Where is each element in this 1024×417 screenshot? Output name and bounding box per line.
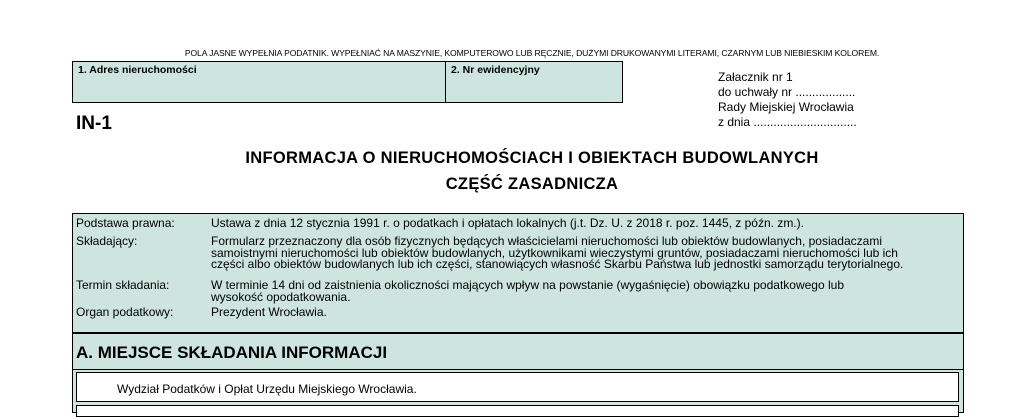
deadline-label: Termin składania: xyxy=(76,278,170,292)
form-subtitle: CZĘŚĆ ZASADNICZA xyxy=(445,175,619,193)
attachment-line-3: Rady Miejskiej Wrocławia xyxy=(718,100,854,114)
attachment-line-1: Załacznik nr 1 xyxy=(718,70,793,84)
attachment-line-2: do uchwały nr .................. xyxy=(718,85,856,99)
filer-text-1: Formularz przeznaczony dla osób fizycznych będących właścicielami nieruchomości lub obiektów budowlanych, posiadaczami xyxy=(211,234,882,248)
attachment-line-4: z dnia ............................... xyxy=(718,115,857,129)
fill-instruction: POLA JASNE WYPEŁNIA PODATNIK. WYPEŁNIAĆ NA MASZYNIE, KOMPUTEROWO LUB RĘCZNIE, DUŻYMI DRUKOWANYMI LITERAMI, CZARNYM LUB NIEBIESKIM KOLOREM. xyxy=(184,48,880,58)
deadline-text-2: wysokość opodatkowania. xyxy=(211,289,351,304)
legal-basis-value: Ustawa z dnia 12 stycznia 1991 r. o podatkach i opłatach lokalnych (j.t. Dz. U. z 2018 r. poz. 1445, z późn. zm.). xyxy=(211,216,804,230)
submission-office-field[interactable] xyxy=(76,372,959,402)
legal-basis-label: Podstawa prawna: xyxy=(76,216,175,230)
filer-label: Składający: xyxy=(76,234,138,248)
tax-authority-value: Prezydent Wrocławia. xyxy=(211,305,327,319)
section-a xyxy=(72,333,964,413)
tax-authority-label: Organ podatkowy: xyxy=(76,305,174,319)
deadline-text-1: W terminie 14 dni od zaistnienia okoliczności mających wpływ na powstanie (wygaśnięcie) obowiązku podatkowego lub xyxy=(211,278,844,292)
registry-number-field[interactable] xyxy=(445,61,623,103)
section-divider xyxy=(73,369,963,370)
submission-office-text: Wydział Podatków i Opłat Urzędu Miejskiego Wrocławia. xyxy=(117,382,417,396)
section-a-title: A. MIEJSCE SKŁADANIA INFORMACJI xyxy=(76,343,388,362)
filer-text-2: samoistnymi nieruchomości lub obiektów budowlanych, użytkownikami wieczystymi gruntów, posiadaczami nieruchomości lub ich xyxy=(211,245,898,260)
registry-number-label: 2. Nr ewidencyjny xyxy=(451,64,540,76)
form-code: IN-1 xyxy=(76,113,112,134)
form-title: INFORMACJA O NIERUCHOMOŚCIACH I OBIEKTACH BUDOWLANYCH xyxy=(245,149,819,167)
legal-info-box xyxy=(72,213,964,333)
next-field[interactable] xyxy=(76,405,959,417)
address-field[interactable] xyxy=(72,61,446,103)
attachment-note xyxy=(718,70,857,130)
filer-text-3: części albo obiektów budowlanych lub ich części, stanowiących własność Skarbu Państwa lub jednostki samorządu terytorialnego. xyxy=(211,257,904,271)
address-label: 1. Adres nieruchomości xyxy=(78,64,197,76)
